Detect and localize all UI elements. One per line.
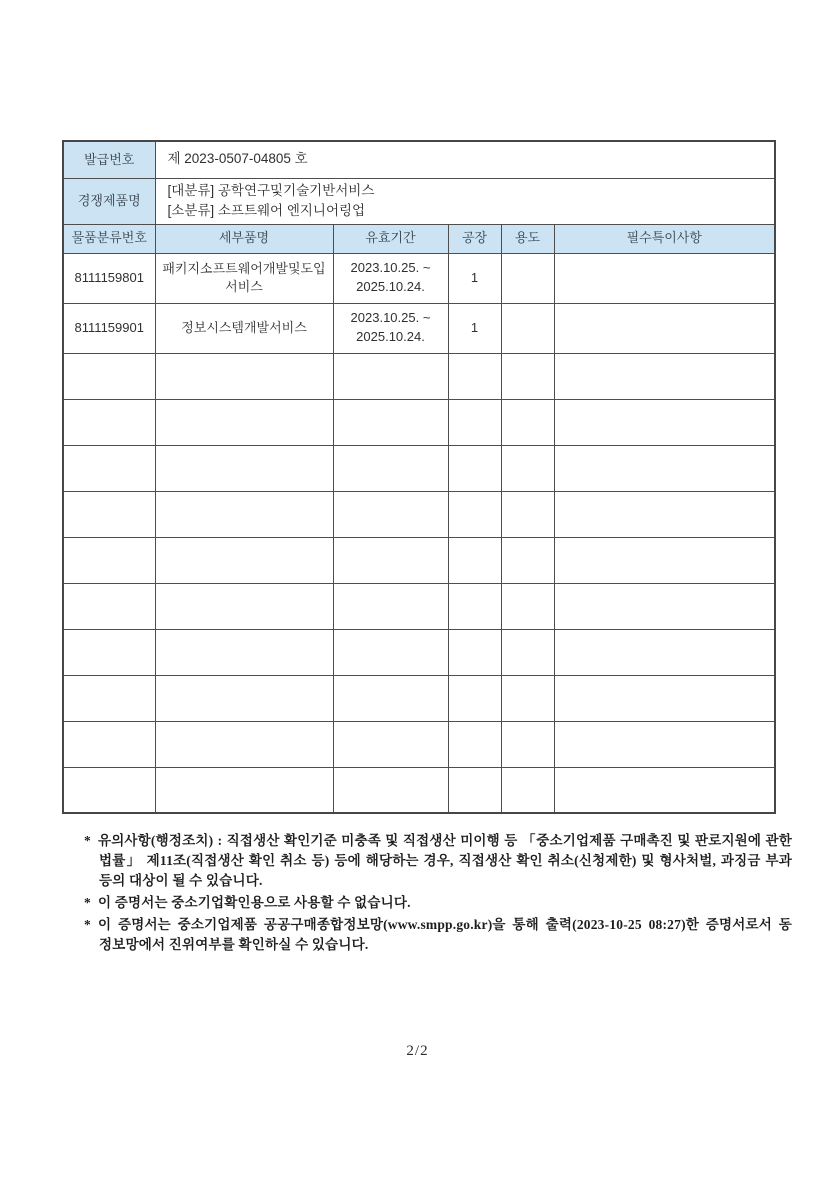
empty-cell	[155, 445, 333, 491]
empty-cell	[554, 583, 775, 629]
empty-cell	[155, 629, 333, 675]
empty-cell	[501, 399, 554, 445]
empty-cell	[448, 537, 501, 583]
issue-number-row	[63, 141, 775, 178]
empty-cell	[501, 491, 554, 537]
header-product-name: 세부품명	[155, 224, 333, 253]
empty-cell	[63, 629, 155, 675]
product-code-cell: 8111159801	[63, 253, 155, 303]
empty-cell	[448, 629, 501, 675]
empty-cell	[448, 353, 501, 399]
empty-cell	[155, 767, 333, 813]
empty-cell	[501, 353, 554, 399]
footnote-bullet: *	[84, 895, 91, 910]
empty-cell	[155, 721, 333, 767]
empty-cell	[448, 445, 501, 491]
empty-cell	[448, 399, 501, 445]
competing-product-label: 경쟁제품명	[63, 178, 155, 224]
footnote-not-for-sme-confirmation	[84, 893, 792, 913]
certificate-table	[62, 140, 776, 814]
empty-cell	[501, 583, 554, 629]
product-table-header-row	[63, 224, 775, 253]
empty-cell	[554, 721, 775, 767]
footnote-text: 이 증명서는 중소기업제품 공공구매종합정보망(www.smpp.go.kr)을 통해 출력(2023-10-25 08:27)한 증명서로서 동 정보망에서 진위여부를 확인하실 수 있습니다.	[97, 917, 792, 952]
usage-cell	[501, 303, 554, 353]
empty-cell	[63, 583, 155, 629]
empty-cell	[333, 491, 448, 537]
empty-cell	[554, 491, 775, 537]
issue-number-value: 제 2023-0507-04805 호	[155, 141, 775, 178]
empty-cell	[554, 767, 775, 813]
empty-cell	[501, 721, 554, 767]
product-name-cell: 정보시스템개발서비스	[155, 303, 333, 353]
empty-cell	[501, 537, 554, 583]
empty-product-row	[63, 445, 775, 491]
footnote-text: 유의사항(행정조치) : 직접생산 확인기준 미충족 및 직접생산 미이행 등 「중소기업제품 구매촉진 및 판로지원에 관한 법률」 제11조(직접생산 확인 취소 등) 등에 해당하는 경우, 직접생산 확인 취소(신청제한) 및 형사처벌, 과징금 부과 등의 대상이 될 수 있습니다.	[97, 833, 792, 888]
empty-cell	[333, 537, 448, 583]
footnote-text: 이 증명서는 중소기업확인용으로 사용할 수 없습니다.	[97, 895, 411, 910]
factory-cell: 1	[448, 253, 501, 303]
empty-cell	[501, 675, 554, 721]
empty-product-row	[63, 491, 775, 537]
product-code-cell: 8111159901	[63, 303, 155, 353]
empty-cell	[155, 491, 333, 537]
empty-cell	[554, 445, 775, 491]
empty-product-row	[63, 629, 775, 675]
empty-cell	[63, 675, 155, 721]
header-usage: 용도	[501, 224, 554, 253]
empty-cell	[63, 537, 155, 583]
empty-cell	[155, 537, 333, 583]
validity-period-cell: 2023.10.25. ~ 2025.10.24.	[333, 253, 448, 303]
empty-product-row	[63, 537, 775, 583]
footnotes	[84, 831, 792, 957]
issue-number-label: 발급번호	[63, 141, 155, 178]
empty-cell	[333, 767, 448, 813]
empty-product-row	[63, 399, 775, 445]
special-notes-cell	[554, 253, 775, 303]
empty-cell	[448, 583, 501, 629]
empty-cell	[333, 629, 448, 675]
empty-cell	[448, 491, 501, 537]
empty-cell	[63, 353, 155, 399]
competing-product-major: [대분류] 공학연구및기술기반서비스	[167, 183, 375, 199]
empty-cell	[333, 583, 448, 629]
empty-cell	[501, 767, 554, 813]
empty-cell	[448, 767, 501, 813]
empty-cell	[63, 767, 155, 813]
competing-product-value	[155, 178, 775, 224]
empty-product-row	[63, 353, 775, 399]
product-row	[63, 253, 775, 303]
footnote-admin-action	[84, 831, 792, 891]
empty-product-row	[63, 767, 775, 813]
empty-cell	[63, 721, 155, 767]
competing-product-minor: [소분류] 소프트웨어 엔지니어링업	[167, 203, 366, 218]
special-notes-cell	[554, 303, 775, 353]
empty-cell	[63, 445, 155, 491]
empty-cell	[554, 537, 775, 583]
empty-cell	[63, 399, 155, 445]
empty-product-row	[63, 583, 775, 629]
empty-cell	[448, 675, 501, 721]
header-validity-period: 유효기간	[333, 224, 448, 253]
validity-period-cell: 2023.10.25. ~ 2025.10.24.	[333, 303, 448, 353]
empty-cell	[155, 399, 333, 445]
product-row	[63, 303, 775, 353]
page-number: 2/2	[406, 1043, 429, 1059]
empty-product-row	[63, 675, 775, 721]
factory-cell: 1	[448, 303, 501, 353]
product-name-cell: 패키지소프트웨어개발및도입서비스	[155, 253, 333, 303]
empty-cell	[333, 399, 448, 445]
empty-cell	[554, 675, 775, 721]
competing-product-row	[63, 178, 775, 224]
empty-cell	[155, 583, 333, 629]
usage-cell	[501, 253, 554, 303]
header-product-code: 물품분류번호	[63, 224, 155, 253]
empty-cell	[155, 675, 333, 721]
header-factory: 공장	[448, 224, 501, 253]
empty-cell	[63, 491, 155, 537]
footnote-bullet: *	[84, 833, 91, 848]
empty-cell	[333, 445, 448, 491]
empty-cell	[155, 353, 333, 399]
empty-cell	[333, 675, 448, 721]
footnote-printed-via-smpp	[84, 915, 792, 955]
empty-cell	[554, 629, 775, 675]
empty-cell	[501, 445, 554, 491]
empty-cell	[554, 399, 775, 445]
empty-cell	[554, 353, 775, 399]
header-special-notes: 필수특이사항	[554, 224, 775, 253]
empty-cell	[501, 629, 554, 675]
empty-cell	[333, 353, 448, 399]
empty-product-row	[63, 721, 775, 767]
empty-cell	[448, 721, 501, 767]
footnote-bullet: *	[84, 917, 91, 932]
empty-cell	[333, 721, 448, 767]
